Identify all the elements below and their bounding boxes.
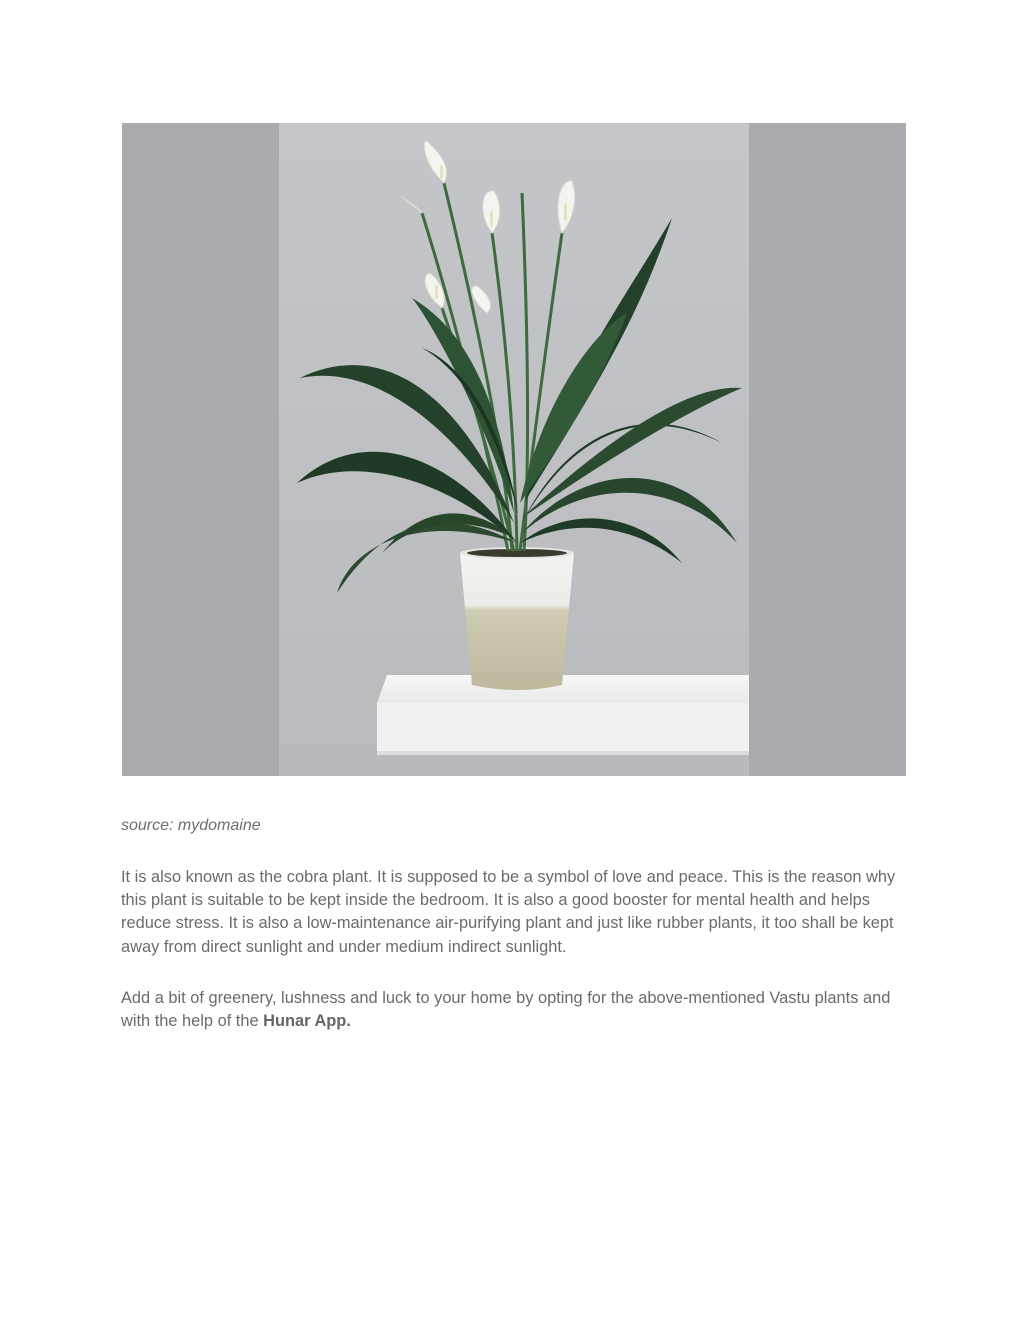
white-shelf [377,675,749,755]
pot [460,547,574,690]
hunar-app-bold: Hunar App. [263,1012,351,1031]
paragraph-cobra-plant: It is also known as the cobra plant. It is supposed to be a symbol of love and peace. This is the reason why this plant is suitable to be kept inside the bedroom. It is also a good booster for mental health and helps reduce stress. It is also a low-maintenance air-purifying plant and just like rubber plants, it too shall be kept away from direct sunlight and under medium indirect sunlight. [121,868,896,956]
peace-lily-illustration [122,123,906,776]
conclusion-text: Add a bit of greenery, lushness and luck to your home by opting for the above-mentioned Vastu plants and with the help of the [121,989,891,1031]
image-caption: source: mydomaine [121,817,261,834]
paragraph-conclusion [121,987,911,1033]
plant-photo [122,123,906,776]
